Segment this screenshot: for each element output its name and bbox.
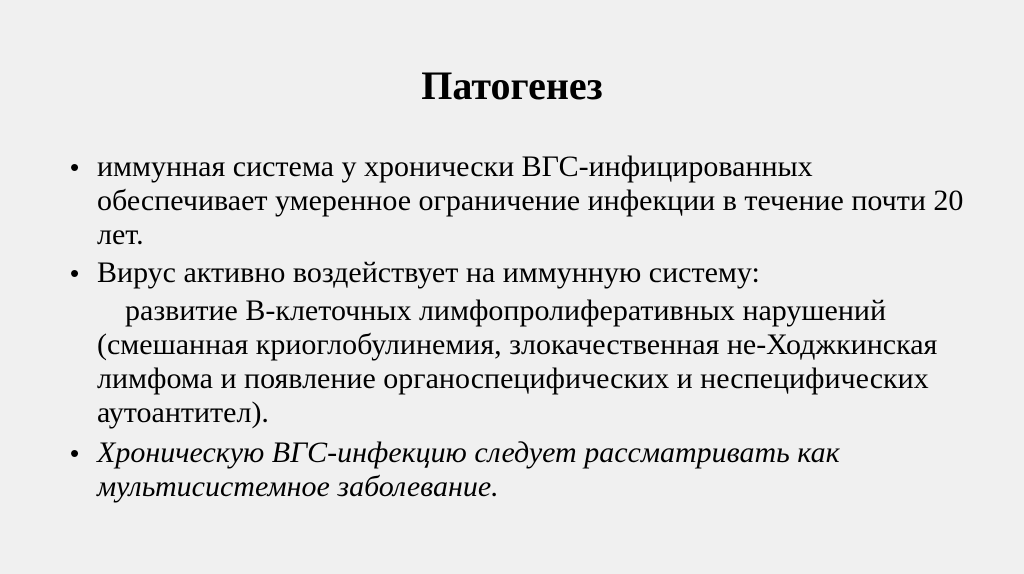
sub-paragraph-first-line: развитие В-клеточных лимфопролиферативных [125, 294, 735, 327]
bullet-icon: • [70, 152, 80, 182]
sub-paragraph [70, 294, 970, 430]
bullet-text-1: иммунная система у хронически ВГС-инфицированных обеспечивает умеренное ограничение инфекции в течение почти 20 лет. [97, 150, 964, 251]
bullet-item-3 [70, 436, 970, 504]
bullet-item-1 [70, 150, 970, 252]
bullet-item-2 [70, 256, 970, 290]
slide-content [70, 150, 970, 508]
bullet-text-3: Хроническую ВГС-инфекцию следует рассматривать как мультисистемное заболевание. [97, 436, 840, 503]
bullet-icon: • [70, 258, 80, 288]
bullet-icon: • [70, 438, 80, 468]
sub-paragraph-rest: нарушений (смешанная криоглобулинемия, злокачественная не-Ходжкинская лимфома и появление органоспецифических и неспецифических аутоантител). [97, 294, 938, 429]
slide-title: Патогенез [421, 63, 603, 108]
bullet-text-2: Вирус активно воздействует на иммунную систему: [97, 256, 760, 289]
